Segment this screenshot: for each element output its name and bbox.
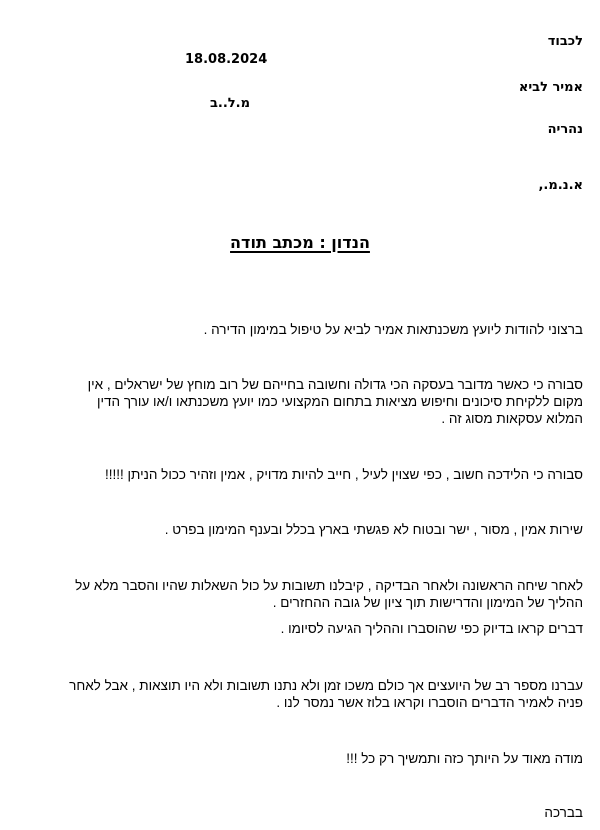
recipient-name: אמיר לביא <box>518 80 583 95</box>
sender-initials: מ.ל..ב <box>209 96 250 111</box>
salutation: לכבוד <box>547 34 583 49</box>
paragraph-closing-thanks <box>13 750 583 767</box>
paragraph-line: סבורה כי הלידכה חשוב , כפי שצוין לעיל , חייב להיות מדויק , אמין וזהיר ככול הניתן !!!!! <box>105 467 583 482</box>
paragraph-other-advisors <box>13 677 583 711</box>
paragraph-line: מודה מאוד על היותך כזה ותמשיך רק כל !!! <box>346 751 583 766</box>
sign-off-text: בברכה <box>544 805 583 820</box>
subject-text: הנדון : מכתב תודה <box>230 233 370 252</box>
paragraph-line: מקום ללקיחת סיכונים וחיפוש מציאות בתחום המקצועי כמו יועץ משכנתאו ו/או עורך הדין <box>97 394 583 409</box>
paragraph-accuracy <box>13 466 583 483</box>
paragraph-line: פניה לאמיר הדברים הוסברו וקראו בלוז אשר נמסר לנו . <box>276 695 583 710</box>
paragraph-big-deal <box>13 376 583 427</box>
paragraph-service <box>13 521 583 538</box>
sign-off <box>13 804 583 821</box>
paragraph-line: דברים קראו בדיוק כפי שהוסברו וההליך הגיעה לסיומו . <box>280 621 583 636</box>
paragraph-as-explained <box>13 620 583 637</box>
paragraph-line: לאחר שיחה הראשונה ולאחר הבדיקה , קיבלנו תשובות על כול השאלות שהיו והסבר מלא על <box>75 578 583 593</box>
subject-heading <box>0 233 600 252</box>
recipient-city: נהריה <box>547 122 583 137</box>
paragraph-line: שירות אמין , מסור , ישר ובטוח לא פגשתי בארץ בכלל ובענף המימון בפרט . <box>164 522 583 537</box>
letter-date: 18.08.2024 <box>185 52 268 67</box>
paragraph-line: המלוא עסקאות מסוג זה . <box>441 411 583 426</box>
paragraph-first-call <box>13 577 583 611</box>
paragraph-line: ההליך של המימון והדרישות תוך ציון של גובה ההחזרים . <box>272 595 583 610</box>
paragraph-line: עברנו מספר רב של היועצים אך כולם משכו זמן ולא נתנו תשובות ולא היו תוצאות , אבל לאחר <box>69 678 583 693</box>
greeting: א.נ.מ., <box>538 178 583 193</box>
paragraph-line: סבורה כי כאשר מדובר בעסקה הכי גדולה וחשובה בחייהם של רוב מוחץ של ישראלים , אין <box>87 377 583 392</box>
paragraph-line: ברצוני להודות ליועץ משכנתאות אמיר לביא על טיפול במימון הדירה . <box>203 322 583 337</box>
paragraph-thanks <box>13 321 583 338</box>
